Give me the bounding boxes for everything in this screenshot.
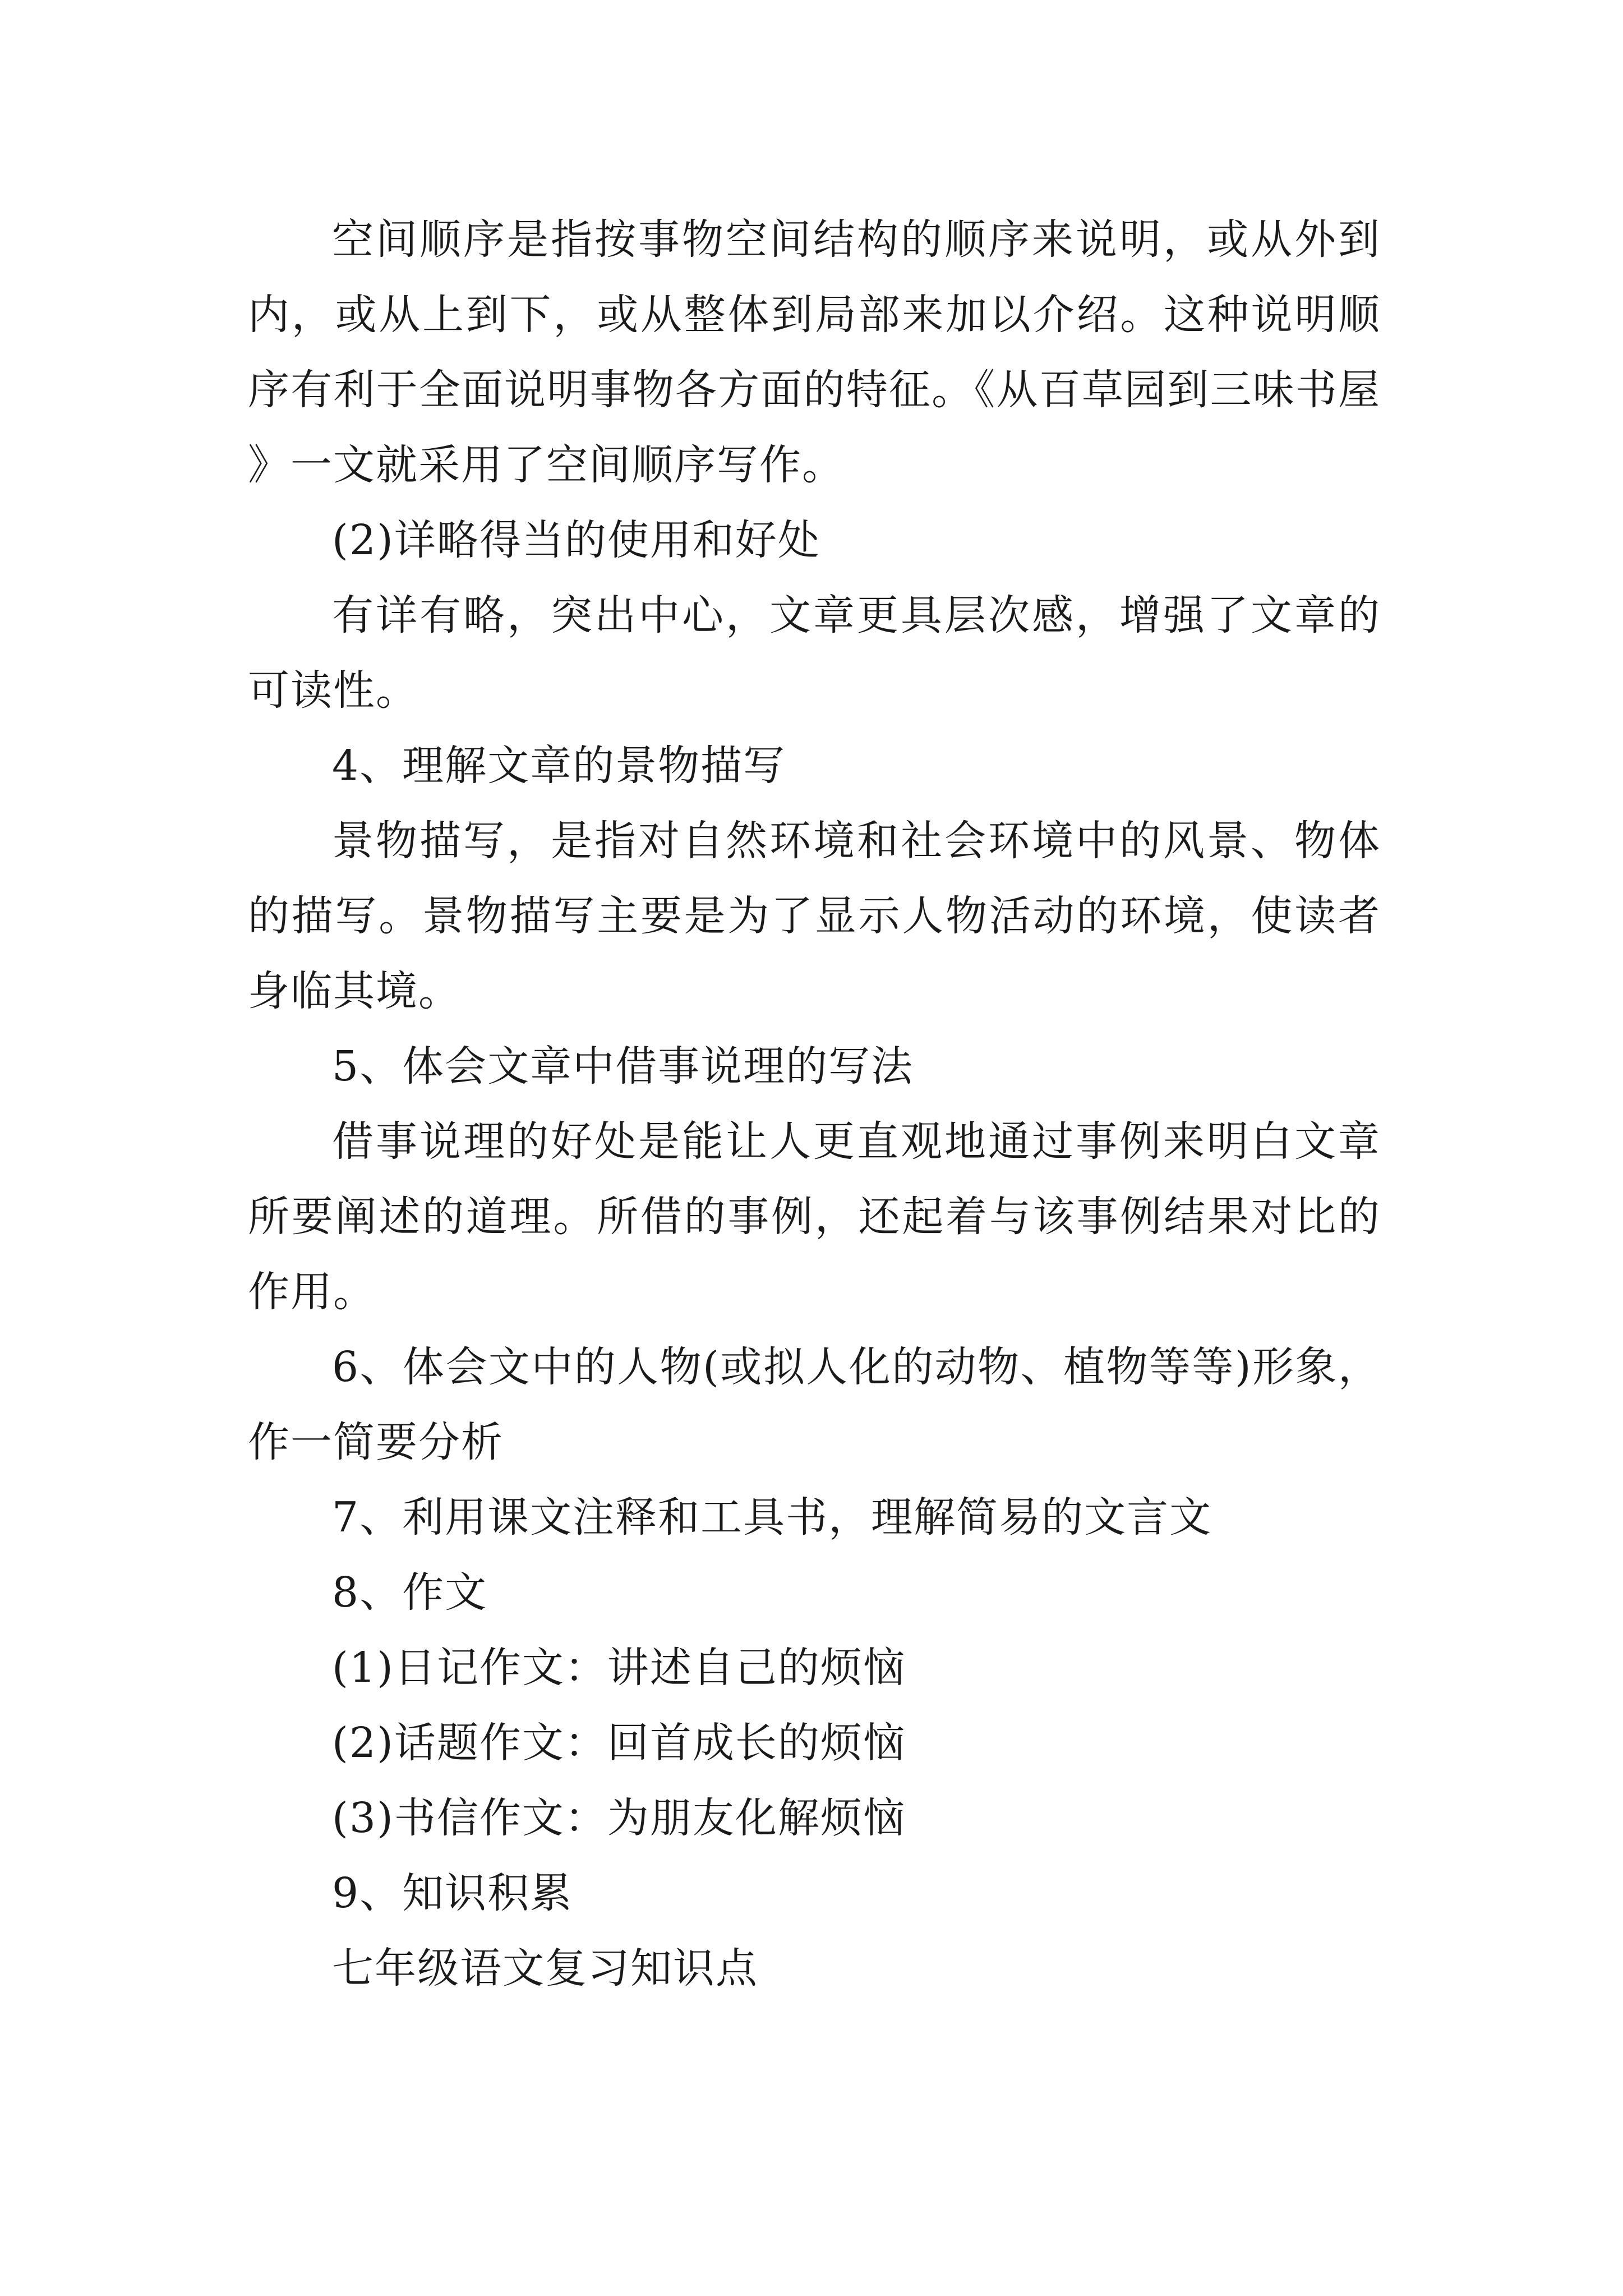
heading-character-analysis: 6、体会文中的人物(或拟人化的动物、植物等等)形象，作一简要分析 — [248, 1343, 1381, 1466]
heading-scenery-description: 4、理解文章的景物描写 — [332, 742, 786, 790]
paragraph-reasoning-by-events: 借事说理的好处是能让人更直观地通过事例来明白文章所要阐述的道理。所借的事例，还起着与该事例结果对比的作用。 — [248, 1117, 1381, 1316]
heading-classical-chinese: 7、利用课文注释和工具书，理解简易的文言文 — [332, 1493, 1212, 1542]
heading-reasoning-by-events: 5、体会文章中借事说理的写法 — [332, 1042, 914, 1091]
list-item-letter-composition: (3)书信作文：为朋友化解烦恼 — [332, 1794, 906, 1842]
heading-detail-brevity: (2)详略得当的使用和好处 — [332, 516, 820, 564]
paragraph-spatial-order: 空间顺序是指按事物空间结构的顺序来说明，或从外到内，或从上到下，或从整体到局部来加以介绍。这种说明顺序有利于全面说明事物各方面的特征。《从百草园到三味书屋》一文就采用了空间顺序写作。 — [248, 215, 1381, 489]
section-title-review: 七年级语文复习知识点 — [332, 1944, 758, 1993]
list-item-diary-composition: (1)日记作文：讲述自己的烦恼 — [332, 1644, 906, 1692]
list-item-topic-composition: (2)话题作文：回首成长的烦恼 — [332, 1719, 906, 1767]
paragraph-scenery-description: 景物描写，是指对自然环境和社会环境中的风景、物体的描写。景物描写主要是为了显示人物活动的环境，使读者身临其境。 — [248, 817, 1381, 1015]
heading-knowledge-accumulation: 9、知识积累 — [332, 1869, 573, 1917]
paragraph-detail-brevity: 有详有略，突出中心，文章更具层次感，增强了文章的可读性。 — [248, 591, 1381, 715]
document-body — [248, 202, 1381, 2006]
heading-composition: 8、作文 — [332, 1568, 488, 1617]
